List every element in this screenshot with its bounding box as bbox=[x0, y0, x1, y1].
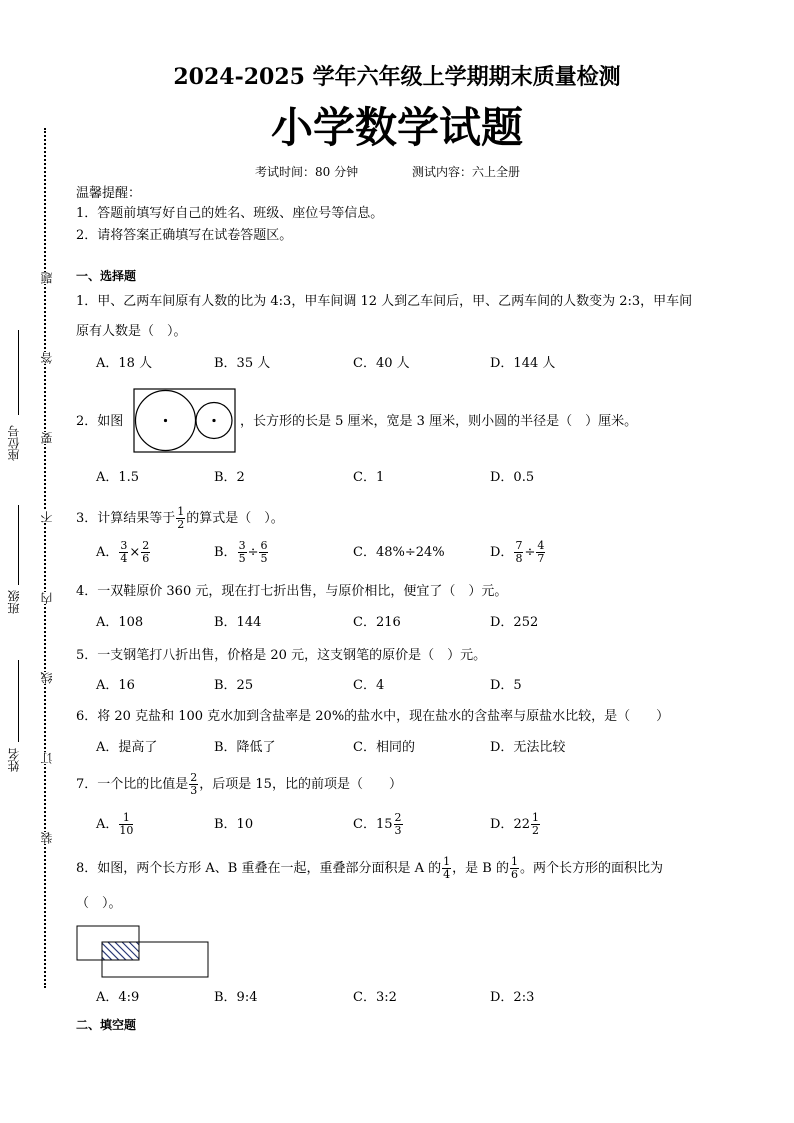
q1-text-line2: 原有人数是（ ）。 bbox=[76, 324, 187, 339]
binding-char-2: 答 bbox=[40, 352, 54, 364]
binding-dotted-line bbox=[44, 128, 46, 988]
q1-text-line1: 1．甲、乙两车间原有人数的比为 4:3，甲车间调 12 人到乙车间后，甲、乙两车间的人数变为 2:3，甲车间 bbox=[76, 294, 693, 309]
q5-option-b[interactable]: B．25 bbox=[214, 678, 254, 693]
q3-fraction-half: $\frac{1}{2}$ bbox=[177, 505, 185, 531]
binding-char-7: 订 bbox=[40, 752, 54, 764]
q6-text: 6．将 20 克盐和 100 克水加到含盐率是 20%的盐水中，现在盐水的含盐率与原盐水比较，是（ ） bbox=[76, 709, 670, 724]
q6-option-c[interactable]: C．相同的 bbox=[353, 740, 415, 755]
q8-text-line1: 8．如图，两个长方形 A、B 重叠在一起，重叠部分面积是 A 的 $\frac{1}{4}$ ，是 B 的 $\frac{1}{6}$ 。两个长方形的面积比为 bbox=[76, 855, 663, 881]
q7-option-c[interactable]: C．15 $\frac{2}{3}$ bbox=[353, 811, 402, 837]
q2-option-c[interactable]: C．1 bbox=[353, 470, 385, 485]
q5-option-d[interactable]: D．5 bbox=[490, 678, 522, 693]
q3-option-c[interactable]: C．48%÷24% bbox=[353, 545, 445, 560]
q4-option-d[interactable]: D．252 bbox=[490, 615, 539, 630]
q7-fraction: $\frac{2}{3}$ bbox=[190, 771, 198, 797]
section-title-fill: 二、填空题 bbox=[76, 1018, 137, 1032]
binding-char-4: 不 bbox=[40, 511, 54, 523]
exam-time: 考试时间：80 分钟 bbox=[255, 165, 359, 179]
q6-option-a[interactable]: A．提高了 bbox=[96, 740, 158, 755]
exam-title: 小学数学试题 bbox=[270, 103, 523, 152]
q3-text: 3．计算结果等于 $\frac{1}{2}$ 的算式是（ ）。 bbox=[76, 505, 284, 531]
seat-underline bbox=[18, 330, 19, 415]
binding-char-6: 线 bbox=[40, 672, 54, 684]
q8-text-line2: （ ）。 bbox=[76, 896, 122, 911]
q7-option-b[interactable]: B．10 bbox=[214, 817, 254, 832]
notice-heading: 温馨提醒： bbox=[76, 186, 142, 201]
q7-option-d[interactable]: D．22 $\frac{1}{2}$ bbox=[490, 811, 539, 837]
class-underline bbox=[18, 505, 19, 585]
q1-option-b[interactable]: B．35 人 bbox=[214, 356, 271, 371]
binding-char-1: 题 bbox=[40, 272, 54, 284]
q5-text: 5．一支钢笔打八折出售，价格是 20 元，这支钢笔的原价是（ ）元。 bbox=[76, 648, 487, 663]
q6-option-d[interactable]: D．无法比较 bbox=[490, 740, 566, 755]
section-title-choice: 一、选择题 bbox=[76, 269, 137, 283]
seat-label: 座位号 bbox=[7, 425, 21, 461]
q1-option-d[interactable]: D．144 人 bbox=[490, 356, 556, 371]
q3-option-d[interactable]: D． $\frac{7}{8}$ ÷ $\frac{4}{7}$ bbox=[490, 539, 545, 565]
q4-option-b[interactable]: B．144 bbox=[214, 615, 262, 630]
q8-option-a[interactable]: A．4:9 bbox=[96, 990, 140, 1005]
class-label: 班级 bbox=[7, 590, 21, 614]
name-label: 姓名 bbox=[7, 748, 21, 772]
binding-char-3: 要 bbox=[40, 432, 54, 444]
exam-content: 测试内容：六上全册 bbox=[412, 165, 521, 179]
q8-option-b[interactable]: B．9:4 bbox=[214, 990, 258, 1005]
notice-line-1: 1．答题前填写好自己的姓名、班级、座位号等信息。 bbox=[76, 206, 384, 221]
q4-option-a[interactable]: A．108 bbox=[96, 615, 144, 630]
q3-option-a[interactable]: A． $\frac{3}{4}$ × $\frac{2}{6}$ bbox=[96, 539, 150, 565]
q4-option-c[interactable]: C．216 bbox=[353, 615, 401, 630]
q2-option-d[interactable]: D．0.5 bbox=[490, 470, 535, 485]
q2-option-a[interactable]: A．1.5 bbox=[96, 470, 140, 485]
q2-text-pre: 2．如图 bbox=[76, 414, 124, 429]
name-underline bbox=[18, 660, 19, 742]
q8-figure-overlap-rectangles bbox=[76, 925, 210, 979]
q2-option-b[interactable]: B．2 bbox=[214, 470, 245, 485]
q2-text-post: ，长方形的长是 5 厘米，宽是 3 厘米，则小圆的半径是（ ）厘米。 bbox=[240, 414, 638, 429]
q7-text: 7．一个比的比值是 $\frac{2}{3}$ ，后项是 15，比的前项是（ ） bbox=[76, 771, 402, 797]
q8-option-c[interactable]: C．3:2 bbox=[353, 990, 397, 1005]
binding-char-8: 装 bbox=[40, 832, 54, 844]
exam-subtitle: 2024-2025 学年六年级上学期期末质量检测 bbox=[173, 64, 621, 90]
q2-figure-rect-circles bbox=[133, 388, 237, 454]
q4-text: 4．一双鞋原价 360 元，现在打七折出售，与原价相比，便宜了（ ）元。 bbox=[76, 584, 508, 599]
q7-option-a[interactable]: A． $\frac{1}{10}$ bbox=[96, 811, 134, 837]
q1-option-a[interactable]: A．18 人 bbox=[96, 356, 153, 371]
q3-option-b[interactable]: B． $\frac{3}{5}$ ÷ $\frac{6}{5}$ bbox=[214, 539, 268, 565]
notice-line-2: 2．请将答案正确填写在试卷答题区。 bbox=[76, 228, 293, 243]
q6-option-b[interactable]: B．降低了 bbox=[214, 740, 276, 755]
q8-option-d[interactable]: D．2:3 bbox=[490, 990, 535, 1005]
binding-char-5: 内 bbox=[40, 592, 54, 604]
q5-option-a[interactable]: A．16 bbox=[96, 678, 135, 693]
q1-option-c[interactable]: C．40 人 bbox=[353, 356, 410, 371]
q5-option-c[interactable]: C．4 bbox=[353, 678, 385, 693]
